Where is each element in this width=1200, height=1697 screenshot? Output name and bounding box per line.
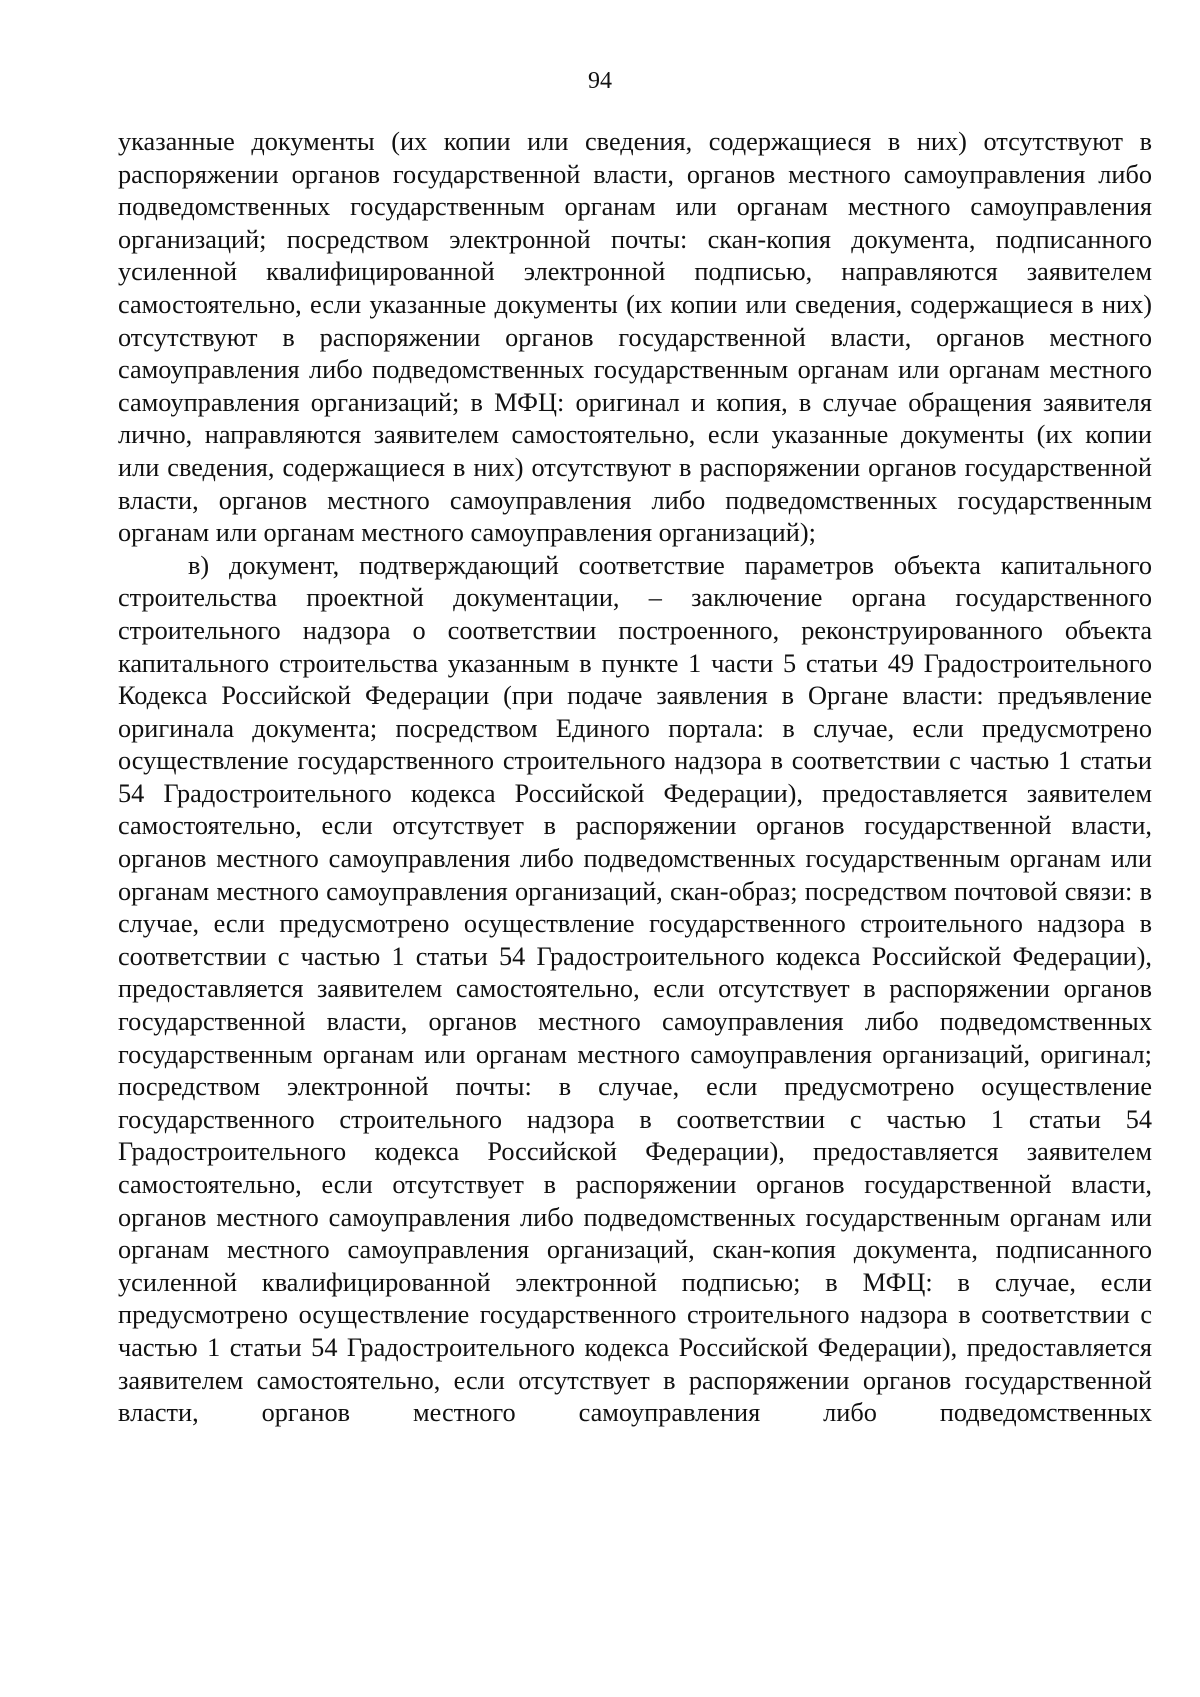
page-number: 94 — [588, 68, 612, 94]
paragraph-continuation: указанные документы (их копии или сведения, содержащиеся в них) отсутствуют в распоряжении органов государственной власти, органов местного самоуправления либо подведомственных государственным органам или органам местного самоуправления организаций; посредством электронной почты: скан-копия документа, подписанного усиленной квалифицированной электронной подписью, направляются заявителем самостоятельно, если указанные документы (их копии или сведения, содержащиеся в них) отсутствуют в распоряжении органов государственной власти, органов местного самоуправления либо подведомственных государственным органам или органам местного самоуправления организаций; в МФЦ: оригинал и копия, в случае обращения заявителя лично, направляются заявителем самостоятельно, если указанные документы (их копии или сведения, содержащиеся в них) отсутствуют в распоряжении органов государственной власти, органов местного самоуправления либо подведомственных государственным органам или органам местного самоуправления организаций); — [118, 127, 1152, 548]
document-body — [118, 126, 1152, 1430]
paragraph-item-v: в) документ, подтверждающий соответствие параметров объекта капитального строительства проектной документации, – заключение органа государственного строительного надзора о соответствии построенного, реконструированного объекта капитального строительства указанным в пункте 1 части 5 статьи 49 Градостроительного Кодекса Российской Федерации (при подаче заявления в Органе власти: предъявление оригинала документа; посредством Единого портала: в случае, если предусмотрено осуществление государственного строительного надзора в соответствии с частью 1 статьи 54 Градостроительного кодекса Российской Федерации), предоставляется заявителем самостоятельно, если отсутствует в распоряжении органов государственной власти, органов местного самоуправления либо подведомственных государственным органам или органам местного самоуправления организаций, скан-образ; посредством почтовой связи: в случае, если предусмотрено осуществление государственного строительного надзора в соответствии с частью 1 статьи 54 Градостроительного кодекса Российской Федерации), предоставляется заявителем самостоятельно, если отсутствует в распоряжении органов государственной власти, органов местного самоуправления либо подведомственных государственным органам или органам местного самоуправления организаций, оригинал; посредством электронной почты: в случае, если предусмотрено осуществление государственного строительного надзора в соответствии с частью 1 статьи 54 Градостроительного кодекса Российской Федерации), предоставляется заявителем самостоятельно, если отсутствует в распоряжении органов государственной власти, органов местного самоуправления либо подведомственных государственным органам или органам местного самоуправления организаций, скан-копия документа, подписанного усиленной квалифицированной электронной подписью; в МФЦ: в случае, если предусмотрено осуществление государственного строительного надзора в соответствии с частью 1 статьи 54 Градостроительного кодекса Российской Федерации), предоставляется заявителем самостоятельно, если отсутствует в распоряжении органов государственной власти, органов местного самоуправления либо подведомственных — [118, 550, 1152, 1428]
